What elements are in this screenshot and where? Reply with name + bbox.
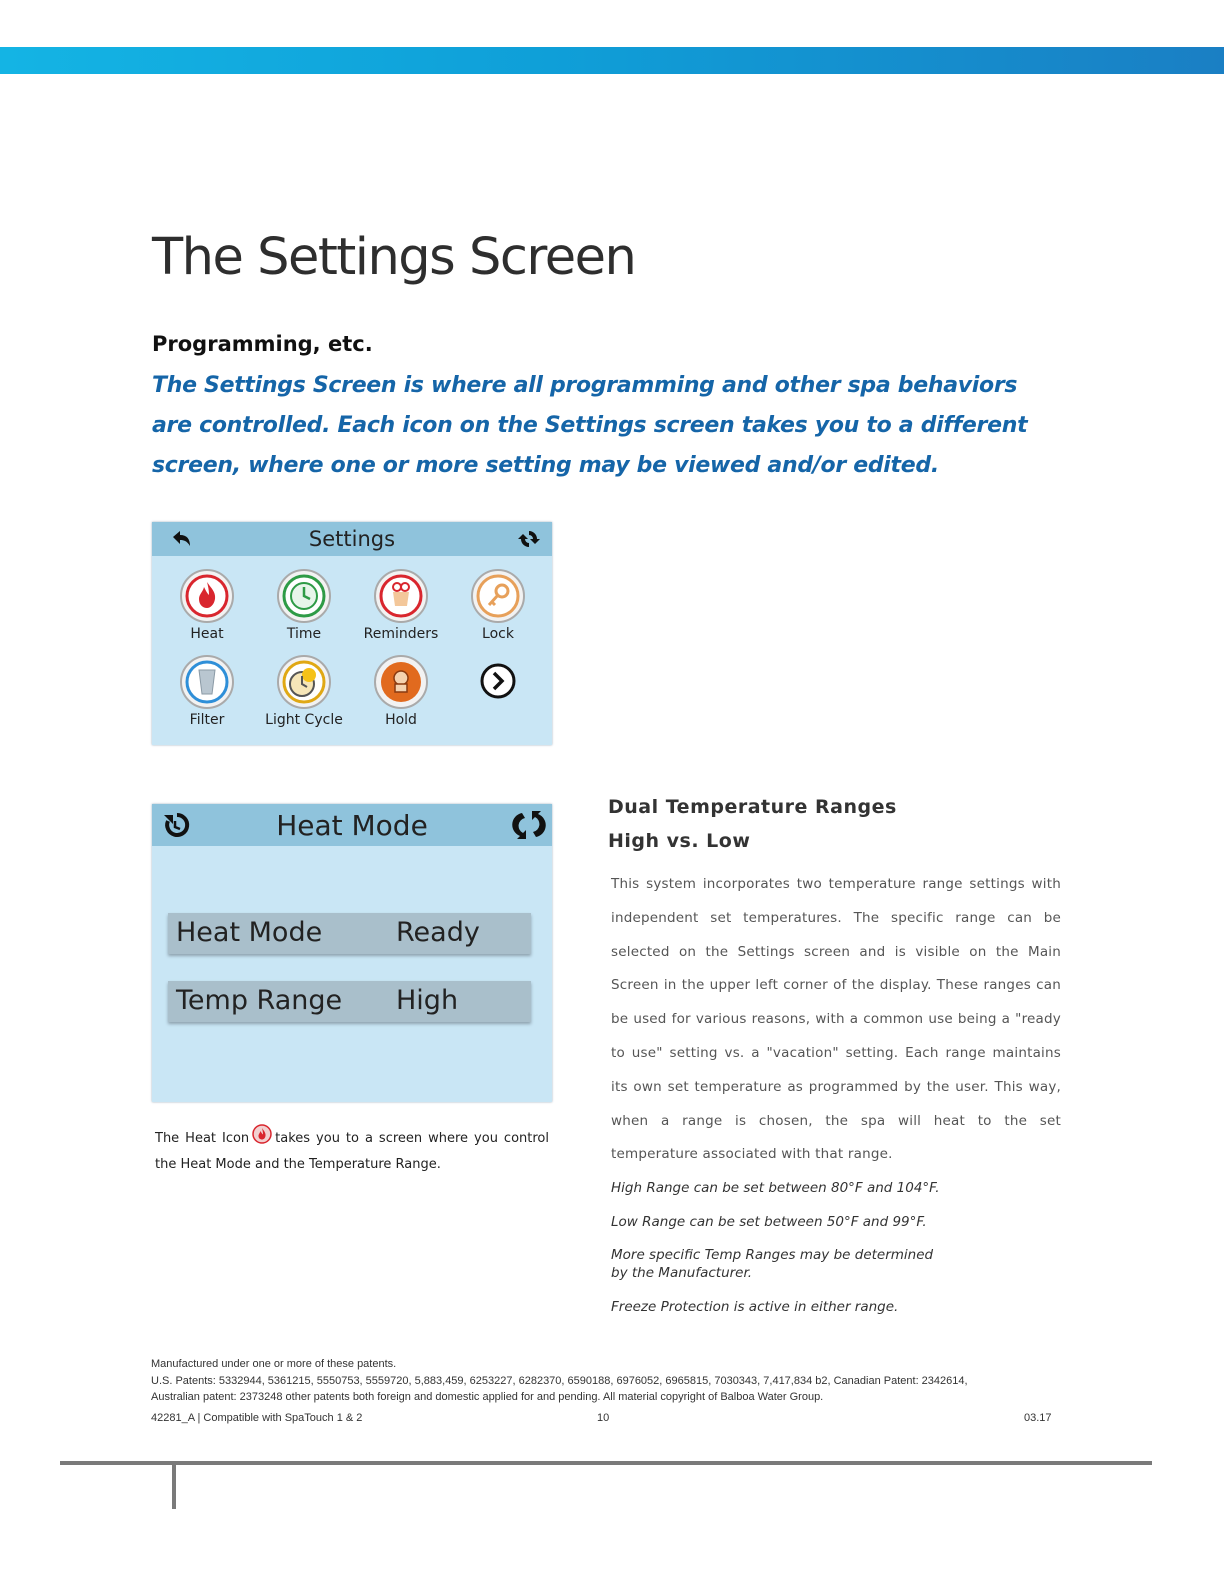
reminder-icon <box>373 568 429 624</box>
page-title: The Settings Screen <box>152 228 636 287</box>
next-arrow-icon <box>479 662 517 700</box>
settings-item-label: Reminders <box>363 626 439 642</box>
heat-mode-title: Heat Mode <box>276 808 428 842</box>
settings-item-reminders <box>353 568 449 642</box>
light-cycle-icon <box>276 654 332 710</box>
settings-item-hold <box>353 654 449 728</box>
flame-icon <box>179 568 235 624</box>
note-specific-ranges: More specific Temp Ranges may be determined <box>611 1247 934 1263</box>
settings-item-label: Time <box>286 626 322 642</box>
heat-mode-value: Ready <box>396 917 480 948</box>
temp-range-label: Temp Range <box>176 985 343 1016</box>
heat-mode-screen-image <box>152 804 552 1102</box>
settings-screen-image <box>152 522 552 745</box>
top-accent-bar <box>0 47 1224 74</box>
patent-intro: Manufactured under one or more of these patents. <box>151 1358 397 1370</box>
heat-mode-label: Heat Mode <box>176 917 323 948</box>
settings-item-filter <box>159 654 255 728</box>
section-subhead: Programming, etc. <box>152 332 373 356</box>
settings-item-next <box>450 662 546 700</box>
dual-ranges-heading: Dual Temperature Ranges <box>608 796 897 818</box>
key-icon <box>470 568 526 624</box>
patent-list-line2: Australian patent: 2373248 other patents both foreign and domestic applied for and pending. All material copyright of Balboa Water Group. <box>151 1391 824 1403</box>
back-icon <box>156 804 198 846</box>
settings-title: Settings <box>308 527 396 551</box>
settings-item-label: Lock <box>482 626 514 642</box>
page-number: 10 <box>597 1412 610 1424</box>
settings-header <box>152 522 552 556</box>
settings-item-label: Filter <box>189 712 225 728</box>
caption-text-before: The Heat Icon <box>155 1131 250 1146</box>
patent-list-line1: U.S. Patents: 5332944, 5361215, 5550753, 5559720, 5,883,459, 6253227, 6282370, 6590188, 6976052, 6965815, 7030343, 7,417,834 b2, Canadian Patent: 2342614, <box>151 1375 968 1387</box>
heat-mode-header <box>152 804 552 846</box>
note-freeze-protection: Freeze Protection is active in either range. <box>611 1299 899 1315</box>
clock-icon <box>276 568 332 624</box>
caption-text-after: takes you to a screen where you control the Heat Mode and the Temperature Range. <box>155 1131 549 1172</box>
note-low-range: Low Range can be set between 50°F and 99°F. <box>611 1214 927 1230</box>
refresh-icon <box>512 522 546 556</box>
intro-paragraph: The Settings Screen is where all programming and other spa behaviors are controlled. Each icon on the Settings screen takes you to a different screen, where one or more setting may be viewed and/or edited. <box>152 373 1028 478</box>
back-arrow-icon <box>164 522 198 556</box>
bottom-rule-tick <box>172 1465 176 1509</box>
refresh-icon <box>508 804 550 846</box>
heat-icon-caption <box>155 1124 549 1177</box>
heat-flame-icon <box>252 1124 272 1153</box>
settings-item-label: Light Cycle <box>265 712 343 728</box>
hold-icon <box>373 654 429 710</box>
temp-range-value: High <box>396 985 459 1016</box>
dual-ranges-body: This system incorporates two temperature range settings with independent set temperatures. The specific range can be selected on the Settings screen and is visible on the Main Screen in the upper left corner of the display. These ranges can be used for various reasons, with a common use being a "ready to use" setting vs. a "vacation" setting. Each range maintains its own set temperature as programmed by the user. This way, when a range is chosen, the spa will heat to the set temperature associated with that range. <box>611 876 1061 1163</box>
settings-item-light-cycle <box>256 654 352 728</box>
note-manufacturer: by the Manufacturer. <box>611 1265 753 1281</box>
settings-item-lock <box>450 568 546 642</box>
heat-mode-row <box>168 913 531 954</box>
temp-range-row <box>168 981 531 1022</box>
settings-item-label: Heat <box>190 626 224 642</box>
document-id: 42281_A | Compatible with SpaTouch 1 & 2 <box>151 1412 363 1424</box>
bottom-rule <box>60 1461 1152 1465</box>
settings-item-label: Hold <box>385 712 417 728</box>
note-high-range: High Range can be set between 80°F and 104°F. <box>611 1180 940 1196</box>
filter-icon <box>179 654 235 710</box>
settings-item-time <box>256 568 352 642</box>
document-date: 03.17 <box>1024 1412 1052 1424</box>
high-vs-low-heading: High vs. Low <box>608 830 751 852</box>
settings-item-heat <box>159 568 255 642</box>
